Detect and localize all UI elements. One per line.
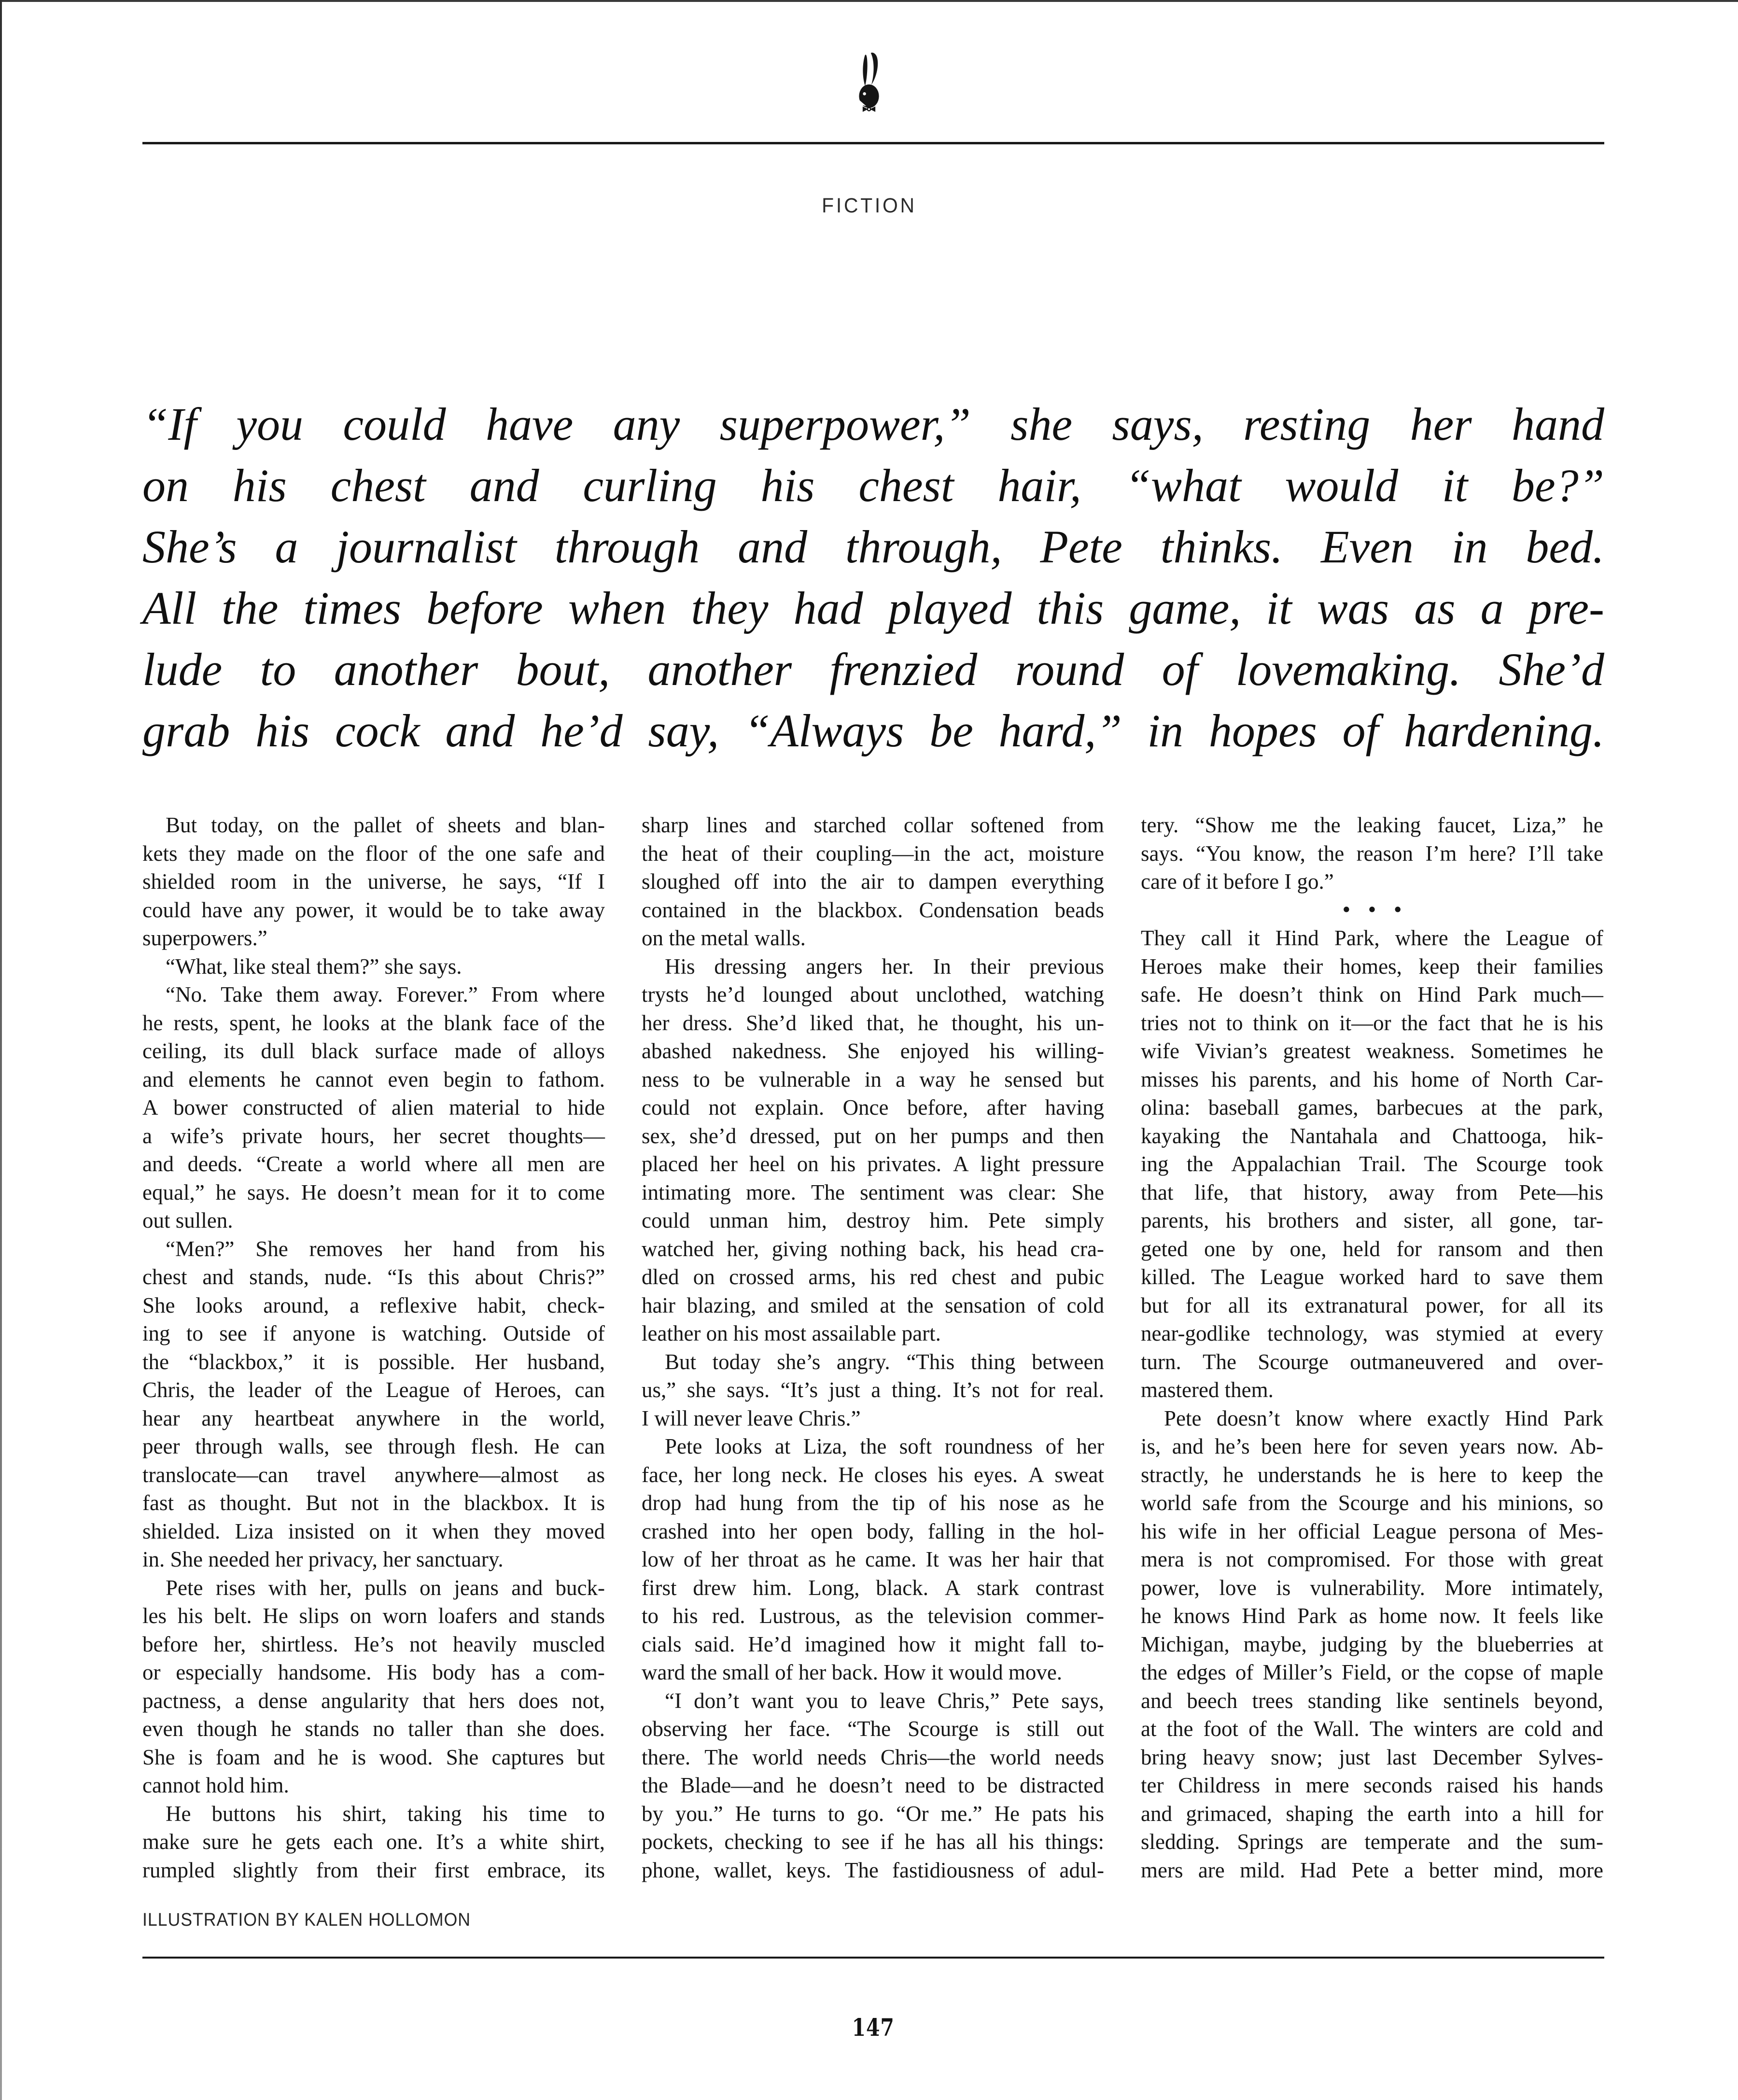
pull-quote-line: “If you could have any superpower,” she says, resting her hand <box>142 398 1604 450</box>
pull-quote-line: on his chest and curling his chest hair, “what would it be?” <box>142 460 1604 511</box>
body-line: he knows Hind Park as home now. It feels like <box>1141 1604 1603 1628</box>
body-line: but for all its extranatural power, for all its <box>1141 1293 1603 1317</box>
body-line: chest and stands, nude. “Is this about Chris?” <box>142 1265 605 1289</box>
body-line: drop had hung from the tip of his nose as he <box>642 1491 1104 1515</box>
body-line: watched her, giving nothing back, his head cra- <box>642 1236 1104 1261</box>
body-line: pactness, a dense angularity that hers does not, <box>142 1688 605 1713</box>
body-line: us,” she says. “It’s just a thing. It’s not for real. <box>642 1378 1104 1402</box>
body-line: shielded room in the universe, he says, “If I <box>142 869 605 894</box>
page-number <box>142 2013 1604 2042</box>
body-line: sharp lines and starched collar softened from <box>642 813 1104 837</box>
body-line: She looks around, a reflexive habit, check- <box>142 1293 605 1317</box>
body-line: or especially handsome. His body has a com- <box>142 1660 605 1684</box>
body-line: stractly, he understands he is here to keep the <box>1141 1462 1603 1487</box>
body-line: mastered them. <box>1141 1378 1274 1402</box>
body-line: that life, that history, away from Pete—his <box>1141 1180 1603 1204</box>
body-line: Michigan, maybe, judging by the blueberries at <box>1141 1632 1603 1656</box>
body-line: his wife in her official League persona of Mes- <box>1141 1519 1603 1543</box>
body-line: rumpled slightly from their first embrace, its <box>142 1858 605 1882</box>
body-line: killed. The League worked hard to save them <box>1141 1265 1603 1289</box>
body-column <box>142 811 605 1884</box>
body-line: the edges of Miller’s Field, or the copse of maple <box>1141 1660 1603 1684</box>
body-line: is, and he’s been here for seven years now. Ab- <box>1141 1434 1603 1458</box>
body-line: the Blade—and he doesn’t need to be distracted <box>642 1773 1104 1797</box>
body-line: there. The world needs Chris—the world needs <box>642 1745 1104 1769</box>
body-line: could unman him, destroy him. Pete simply <box>642 1208 1104 1232</box>
body-line: crashed into her open body, falling in the hol- <box>642 1519 1104 1543</box>
body-line: geted one by one, held for ransom and then <box>1141 1236 1603 1261</box>
body-line: on the metal walls. <box>642 926 806 950</box>
page-edge-top <box>0 0 1738 2</box>
body-line: safe. He doesn’t think on Hind Park much— <box>1141 982 1603 1007</box>
body-line: “No. Take them away. Forever.” From where <box>166 982 605 1007</box>
body-line: Heroes make their homes, keep their families <box>1141 954 1603 979</box>
section-kicker <box>0 194 1738 218</box>
body-line: peer through walls, see through flesh. He can <box>142 1434 605 1458</box>
body-line: They call it Hind Park, where the League of <box>1141 926 1603 950</box>
body-line: fast as thought. But not in the blackbox. It is <box>142 1491 605 1515</box>
body-line: the “blackbox,” it is possible. Her husband, <box>142 1349 605 1374</box>
body-line: abashed nakedness. She enjoyed his willing- <box>642 1039 1104 1063</box>
body-line: cannot hold him. <box>142 1773 289 1797</box>
pull-quote-line: All the times before when they had played this game, it was as a pre- <box>142 582 1604 634</box>
body-line: tery. “Show me the leaking faucet, Liza,” he <box>1141 813 1603 837</box>
body-line: ing to see if anyone is watching. Outside of <box>142 1321 605 1345</box>
body-line: But today, on the pallet of sheets and blan- <box>166 813 605 837</box>
body-line: says. “You know, the reason I’m here? I’ll take <box>1141 841 1603 866</box>
body-line: phone, wallet, keys. The fastidiousness of adul- <box>642 1858 1104 1882</box>
body-line: translocate—can travel anywhere—almost as <box>142 1462 605 1487</box>
header-rule <box>142 142 1604 144</box>
body-line: ceiling, its dull black surface made of alloys <box>142 1039 605 1063</box>
body-line: wife Vivian’s greatest weakness. Sometimes he <box>1141 1039 1603 1063</box>
body-line: His dressing angers her. In their previous <box>665 954 1104 979</box>
body-line: and grimaced, shaping the earth into a hill for <box>1141 1801 1603 1826</box>
body-line: kets they made on the floor of the one safe and <box>142 841 605 866</box>
body-line: He buttons his shirt, taking his time to <box>166 1801 605 1826</box>
body-line: trysts he’d lounged about unclothed, watching <box>642 982 1104 1007</box>
body-line: care of it before I go.” <box>1141 869 1334 894</box>
body-line: observing her face. “The Scourge is still out <box>642 1717 1104 1741</box>
body-line: mers are mild. Had Pete a better mind, more <box>1141 1858 1603 1882</box>
body-line: to his red. Lustrous, as the television commer- <box>642 1604 1104 1628</box>
body-line: intimating more. The sentiment was clear: She <box>642 1180 1104 1204</box>
body-line: mera is not compromised. For those with great <box>1141 1547 1603 1571</box>
body-line: could not explain. Once before, after having <box>642 1095 1104 1120</box>
body-line: parents, his brothers and sister, all gone, tar- <box>1141 1208 1603 1232</box>
body-line: “I don’t want you to leave Chris,” Pete says, <box>665 1688 1104 1713</box>
body-line: low of her throat as he came. It was her hair that <box>642 1547 1104 1571</box>
body-line: ness to be vulnerable in a way he sensed but <box>642 1067 1104 1092</box>
body-line: ing the Appalachian Trail. The Scourge took <box>1141 1152 1603 1176</box>
body-line: make sure he gets each one. It’s a white shirt, <box>142 1830 605 1854</box>
body-column <box>642 811 1104 1884</box>
body-line: ter Childress in mere seconds raised his hands <box>1141 1773 1603 1797</box>
body-line: in. She needed her privacy, her sanctuary. <box>142 1547 504 1571</box>
body-line: her dress. She’d liked that, he thought, his un- <box>642 1010 1104 1035</box>
body-line: world safe from the Scourge and his minions, so <box>1141 1491 1603 1515</box>
body-line: kayaking the Nantahala and Chattooga, hik- <box>1141 1123 1603 1148</box>
body-line: placed her heel on his privates. A light pressure <box>642 1152 1104 1176</box>
body-line: She is foam and he is wood. She captures but <box>142 1745 605 1769</box>
body-line: superpowers.” <box>142 926 267 950</box>
body-line: out sullen. <box>142 1208 233 1232</box>
body-line: “Men?” She removes her hand from his <box>166 1236 605 1261</box>
pull-quote <box>142 393 1604 761</box>
section-kicker-label: FICTION <box>821 194 917 217</box>
pull-quote-line: She’s a journalist through and through, Pete thinks. Even in bed. <box>142 521 1604 573</box>
body-line: he rests, spent, he looks at the blank face of the <box>142 1010 605 1035</box>
body-line: sex, she’d dressed, put on her pumps and then <box>642 1123 1104 1148</box>
body-line: “What, like steal them?” she says. <box>166 954 462 979</box>
body-line: equal,” he says. He doesn’t mean for it to come <box>142 1180 605 1204</box>
body-line: Pete rises with her, pulls on jeans and buck- <box>166 1575 605 1600</box>
body-line: shielded. Liza insisted on it when they moved <box>142 1519 605 1543</box>
body-line: turn. The Scourge outmaneuvered and over- <box>1141 1349 1603 1374</box>
body-line: Pete doesn’t know where exactly Hind Park <box>1164 1406 1603 1430</box>
body-line: olina: baseball games, barbecues at the park, <box>1141 1095 1603 1120</box>
body-line: sloughed off into the air to dampen everything <box>642 869 1104 894</box>
body-line: face, her long neck. He closes his eyes. A sweat <box>642 1462 1104 1487</box>
body-line: and deeds. “Create a world where all men are <box>142 1152 605 1176</box>
body-line: Pete looks at Liza, the soft roundness of her <box>665 1434 1104 1458</box>
body-line: before her, shirtless. He’s not heavily muscled <box>142 1632 605 1656</box>
body-line: sledding. Springs are temperate and the sum- <box>1141 1830 1603 1854</box>
body-line: pockets, checking to see if he has all his things: <box>642 1830 1104 1854</box>
body-line: dled on crossed arms, his red chest and pubic <box>642 1265 1104 1289</box>
body-line: could have any power, it would be to take away <box>142 897 605 922</box>
body-column <box>1141 811 1603 1884</box>
playboy-bunny-icon <box>851 52 887 115</box>
body-line: the heat of their coupling—in the act, moisture <box>642 841 1104 866</box>
body-line: hair blazing, and smiled at the sensation of cold <box>642 1293 1104 1317</box>
body-line: A bower constructed of alien material to hide <box>142 1095 605 1120</box>
body-line: I will never leave Chris.” <box>642 1406 861 1430</box>
page-number-value: 147 <box>852 2013 895 2042</box>
body-line: at the foot of the Wall. The winters are cold and <box>1141 1717 1603 1741</box>
pull-quote-line: grab his cock and he’d say, “Always be hard,” in hopes of hardening. <box>142 705 1604 756</box>
article-body <box>142 811 1604 1884</box>
body-line: near-godlike technology, was stymied at every <box>1141 1321 1603 1345</box>
body-line: tries not to think on it—or the fact that he is his <box>1141 1010 1603 1035</box>
body-line: and elements he cannot even begin to fathom. <box>142 1067 605 1092</box>
body-line: a wife’s private hours, her secret thoughts— <box>142 1123 605 1148</box>
pull-quote-line: lude to another bout, another frenzied round of lovemaking. She’d <box>142 644 1604 695</box>
body-line: contained in the blackbox. Condensation beads <box>642 897 1104 922</box>
illustration-credit: ILLUSTRATION BY KALEN HOLLOMON <box>142 1910 471 1930</box>
body-line: by you.” He turns to go. “Or me.” He pats his <box>642 1801 1104 1826</box>
body-line: hear any heartbeat anywhere in the world, <box>142 1406 605 1430</box>
body-line: bring heavy snow; just last December Sylves- <box>1141 1745 1603 1769</box>
body-line: first drew him. Long, black. A stark contrast <box>642 1575 1104 1600</box>
body-line: But today she’s angry. “This thing between <box>665 1349 1104 1374</box>
body-line: leather on his most assailable part. <box>642 1321 941 1345</box>
body-line: power, love is vulnerability. More intimately, <box>1141 1575 1603 1600</box>
body-line: Chris, the leader of the League of Heroes, can <box>142 1378 605 1402</box>
section-break-dots: • • • <box>1343 898 1402 921</box>
body-line: even though he stands no taller than she does. <box>142 1717 605 1741</box>
footer-rule <box>142 1957 1604 1959</box>
page-edge-left <box>0 0 2 2100</box>
body-line: and beech trees standing like sentinels beyond, <box>1141 1688 1603 1713</box>
body-line: cials said. He’d imagined how it might fall to- <box>642 1632 1104 1656</box>
body-line: misses his parents, and his home of North Car- <box>1141 1067 1603 1092</box>
body-line: les his belt. He slips on worn loafers and stands <box>142 1604 605 1628</box>
body-line: ward the small of her back. How it would move. <box>642 1660 1063 1684</box>
